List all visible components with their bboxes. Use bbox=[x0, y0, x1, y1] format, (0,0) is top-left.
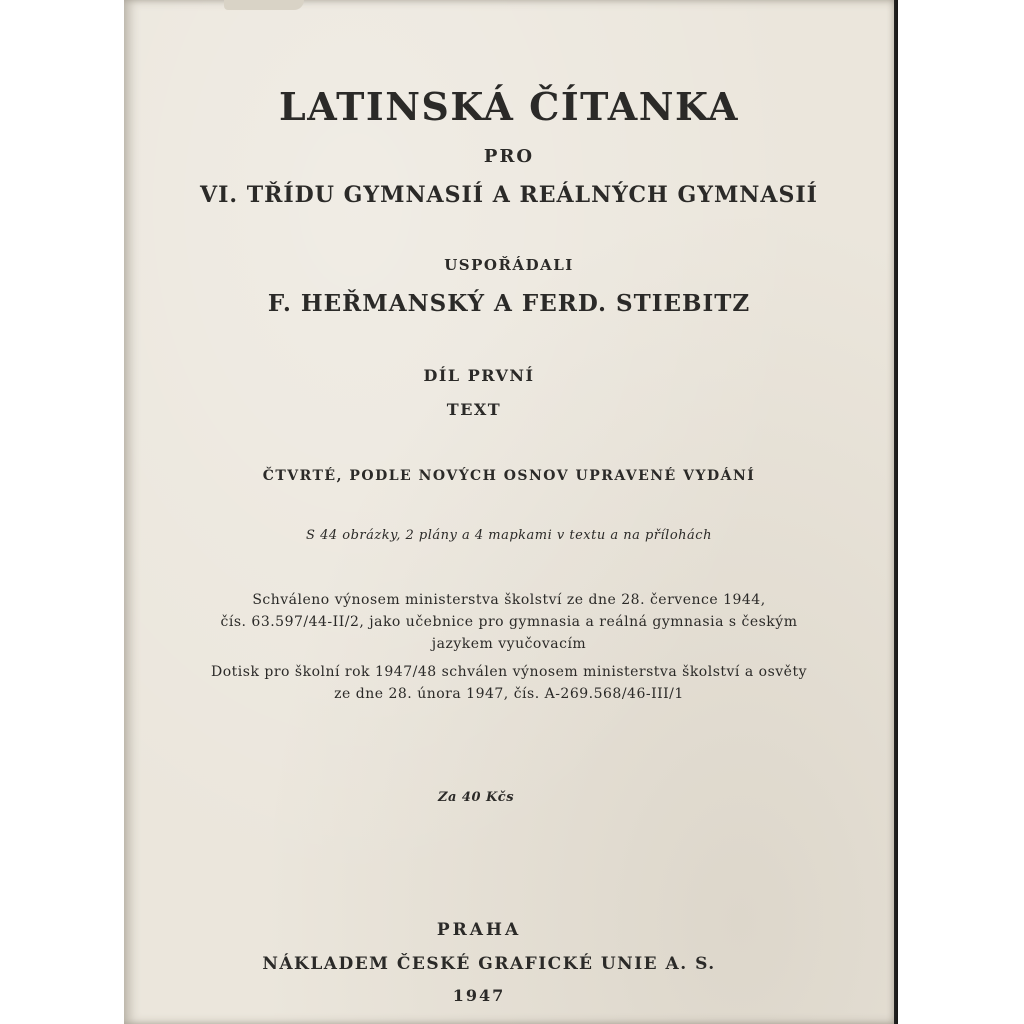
illustrations-note: S 44 obrázky, 2 plány a 4 mapkami v textu a na přílohách bbox=[306, 528, 712, 543]
part-label: DÍL PRVNÍ bbox=[423, 366, 535, 385]
reprint-line: Dotisk pro školní rok 1947/48 schválen výnosem ministerstva školství a osvěty bbox=[211, 664, 807, 680]
book-subtitle: VI. TŘÍDU GYMNASIÍ A REÁLNÝCH GYMNASIÍ bbox=[200, 182, 818, 208]
price: Za 40 Kčs bbox=[437, 790, 515, 805]
approval-line: Schváleno výnosem ministerstva školství ze dne 28. července 1944, bbox=[252, 592, 766, 608]
approval-line: jazykem vyučovacím bbox=[431, 636, 587, 652]
right-margin bbox=[898, 0, 1024, 1024]
left-margin bbox=[0, 0, 124, 1024]
part-type: TEXT bbox=[446, 400, 502, 419]
for-label: PRO bbox=[483, 146, 535, 167]
torn-paper-corner bbox=[224, 0, 304, 10]
publisher-city: PRAHA bbox=[436, 920, 522, 940]
approval-line: čís. 63.597/44-II/2, jako učebnice pro gymnasia a reálná gymnasia s českým bbox=[220, 614, 798, 630]
arranged-by-label: USPOŘÁDALI bbox=[444, 256, 574, 274]
authors: F. HEŘMANSKÝ A FERD. STIEBITZ bbox=[267, 290, 751, 317]
publication-year: 1947 bbox=[452, 986, 506, 1005]
edition-note: ČTVRTÉ, PODLE NOVÝCH OSNOV UPRAVENÉ VYDÁNÍ bbox=[262, 468, 756, 484]
title-page bbox=[124, 0, 894, 1024]
reprint-line: ze dne 28. února 1947, čís. A-269.568/46-III/1 bbox=[334, 686, 684, 702]
publisher: NÁKLADEM ČESKÉ GRAFICKÉ UNIE A. S. bbox=[262, 954, 716, 974]
book-title: LATINSKÁ ČÍTANKA bbox=[279, 84, 739, 129]
